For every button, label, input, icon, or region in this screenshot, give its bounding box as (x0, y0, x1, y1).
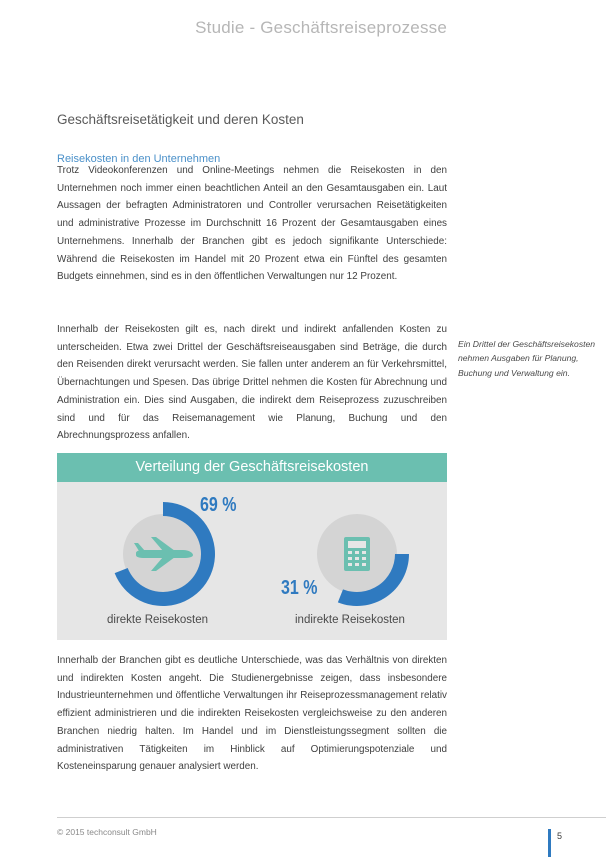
indirect-costs-percent: 31 % (281, 577, 318, 599)
page-number-accent-bar (548, 829, 551, 857)
subsection-title: Reisekosten in den Unternehmen (57, 153, 221, 165)
body-paragraph: Innerhalb der Reisekosten gilt es, nach direkt und indirekt anfallenden Kosten zu unterscheiden. Etwa zwei Drittel der Geschäftsreiseausgaben sind Beträge, die durch den Reisenden direkt verursacht werden. Sie fallen unter anderem an für Verkehrsmittel, Übernachtungen und Spesen. Das übrige Drittel nehmen die Kosten für Abrechnung und Administration ein. Dies sind Ausgaben, die indirekt dem Reiseprozess zuzuschreiben sind und für das Reisemanagement wie Planung, Buchung und den Abrechnungsprozess anfallen. (57, 324, 447, 442)
header-title: Studie - Geschäftsreiseprozesse (195, 18, 447, 37)
margin-note: Ein Drittel der Geschäftsreisekosten nehmen Ausgaben für Planung, Buchung und Verwaltung ein. (458, 339, 596, 378)
body-paragraph: Trotz Videokonferenzen und Online-Meetings nehmen die Reisekosten in den Unternehmen noch immer einen beachtlichen Anteil an den Gesamtausgaben ein. Laut Aussagen der befragten Administratoren und Controller verursachen Reisetätigkeiten und administrative Prozesse im Durchschnitt 16 Prozent der Gesamtausgaben eines Unternehmens. Innerhalb der Branchen gibt es jedoch signifikante Unterschiede: Während die Reisekosten im Handel mit 20 Prozent etwa ein Fünftel des gesamten Budgets einnehmen, sind es in den öffentlichen Verwaltungen nur 12 Prozent. (57, 165, 447, 283)
copyright-notice: © 2015 techconsult GmbH (57, 827, 157, 837)
direct-costs-donut (113, 504, 213, 604)
direct-costs-caption: direkte Reisekosten (107, 614, 208, 626)
indirect-costs-caption: indirekte Reisekosten (295, 614, 405, 626)
infographic-title: Verteilung der Geschäftsreisekosten (57, 453, 447, 482)
direct-costs-percent: 69 % (200, 494, 237, 516)
footer-divider (57, 817, 606, 818)
page-number: 5 (557, 831, 563, 841)
body-paragraph: Innerhalb der Branchen gibt es deutliche Unterschiede, was das Verhältnis von direkten und indirekten Kosten angeht. Die Studienergebnisse zeigen, dass insbesondere Industrieunternehmen und öffentliche Verwaltungen ihr Reiseprozessmanagement relativ effizient administrieren und die indirekten Reisekosten vergleichsweise zu den anderen Branchen niedrig halten. Im Handel und im Dienstleistungssegment sollten die administrativen Tätigkeiten im Hinblick auf Optimierungspotenziale und Kosteneinsparung genauer analysiert werden. (57, 655, 447, 773)
calculator-icon (344, 537, 370, 571)
indirect-costs-donut (307, 504, 407, 604)
cost-distribution-infographic (57, 453, 447, 640)
section-title: Geschäftsreisetätigkeit und deren Kosten (57, 112, 304, 127)
